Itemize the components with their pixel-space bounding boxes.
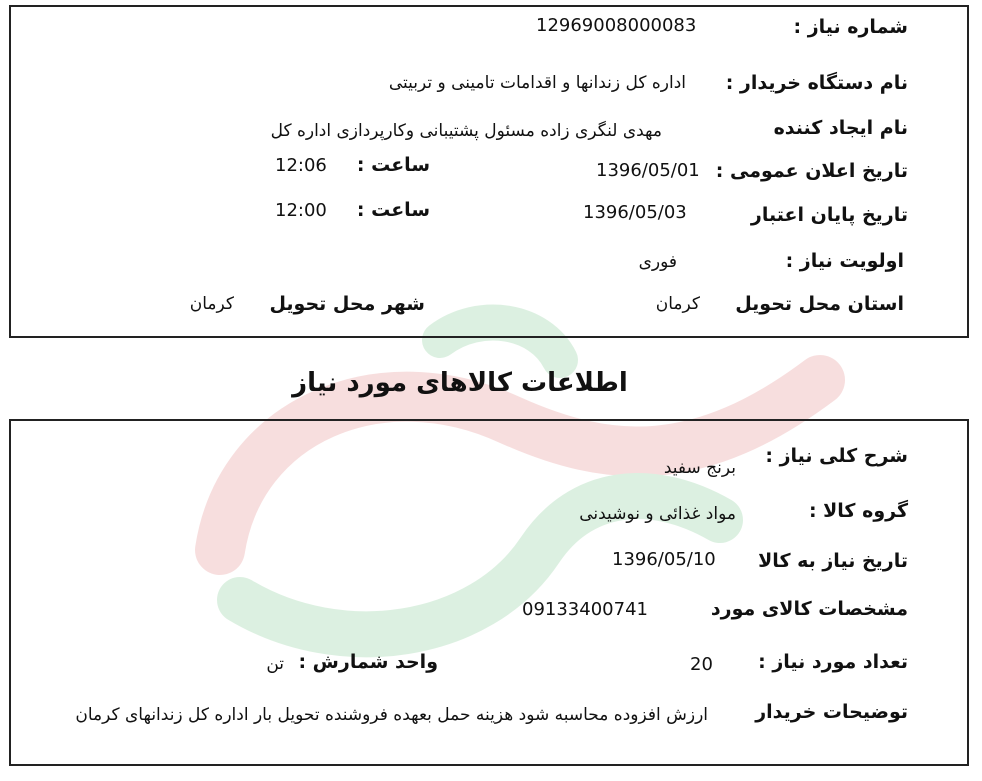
- buyer-notes-label: توضیحات خریدار: [755, 701, 908, 723]
- creator-label: نام ایجاد کننده: [773, 117, 908, 139]
- quantity-value: 20: [690, 654, 713, 675]
- expiry-time-value: 12:00: [275, 200, 327, 221]
- expiry-date-label: تاریخ پایان اعتبار: [750, 204, 908, 226]
- unit-label: واحد شمارش :: [298, 651, 438, 673]
- announce-date-label: تاریخ اعلان عمومی :: [715, 160, 908, 182]
- city-label: شهر محل تحویل: [269, 293, 425, 315]
- announce-time-label: ساعت :: [356, 154, 430, 176]
- description-value: برنج سفید: [663, 458, 736, 478]
- city-value: کرمان: [189, 294, 234, 314]
- creator-value: مهدی لنگری زاده مسئول پشتیبانی وکارپردازی اداره کل: [270, 121, 662, 141]
- need-date-value: 1396/05/10: [612, 549, 716, 570]
- group-label: گروه کالا :: [808, 500, 908, 522]
- announce-time-value: 12:06: [275, 155, 327, 176]
- buyer-label: نام دستگاه خریدار :: [725, 72, 908, 94]
- specs-label: مشخصات کالای مورد: [710, 598, 908, 620]
- expiry-date-value: 1396/05/03: [583, 202, 687, 223]
- quantity-label: تعداد مورد نیاز :: [758, 651, 908, 673]
- buyer-notes-value: ارزش افزوده محاسبه شود هزینه حمل بعهده فروشنده تحویل بار اداره کل زندانهای کرمان: [75, 705, 708, 725]
- need-number-label: شماره نیاز :: [793, 16, 908, 38]
- goods-section-title: اطلاعات کالاهای مورد نیاز: [292, 368, 628, 398]
- unit-value: تن: [266, 654, 284, 674]
- buyer-value: اداره کل زندانها و اقدامات تامینی و تربیتی: [388, 73, 686, 93]
- priority-label: اولویت نیاز :: [785, 250, 904, 272]
- priority-value: فوری: [638, 252, 677, 272]
- specs-value: 09133400741: [522, 599, 648, 620]
- description-label: شرح کلی نیاز :: [765, 445, 908, 467]
- need-number-value: 12969008000083: [536, 15, 697, 36]
- need-date-label: تاریخ نیاز به کالا: [758, 550, 908, 572]
- province-value: کرمان: [655, 294, 700, 314]
- province-label: استان محل تحویل: [735, 293, 904, 315]
- announce-date-value: 1396/05/01: [596, 160, 700, 181]
- group-value: مواد غذائی و نوشیدنی: [579, 504, 736, 524]
- expiry-time-label: ساعت :: [356, 199, 430, 221]
